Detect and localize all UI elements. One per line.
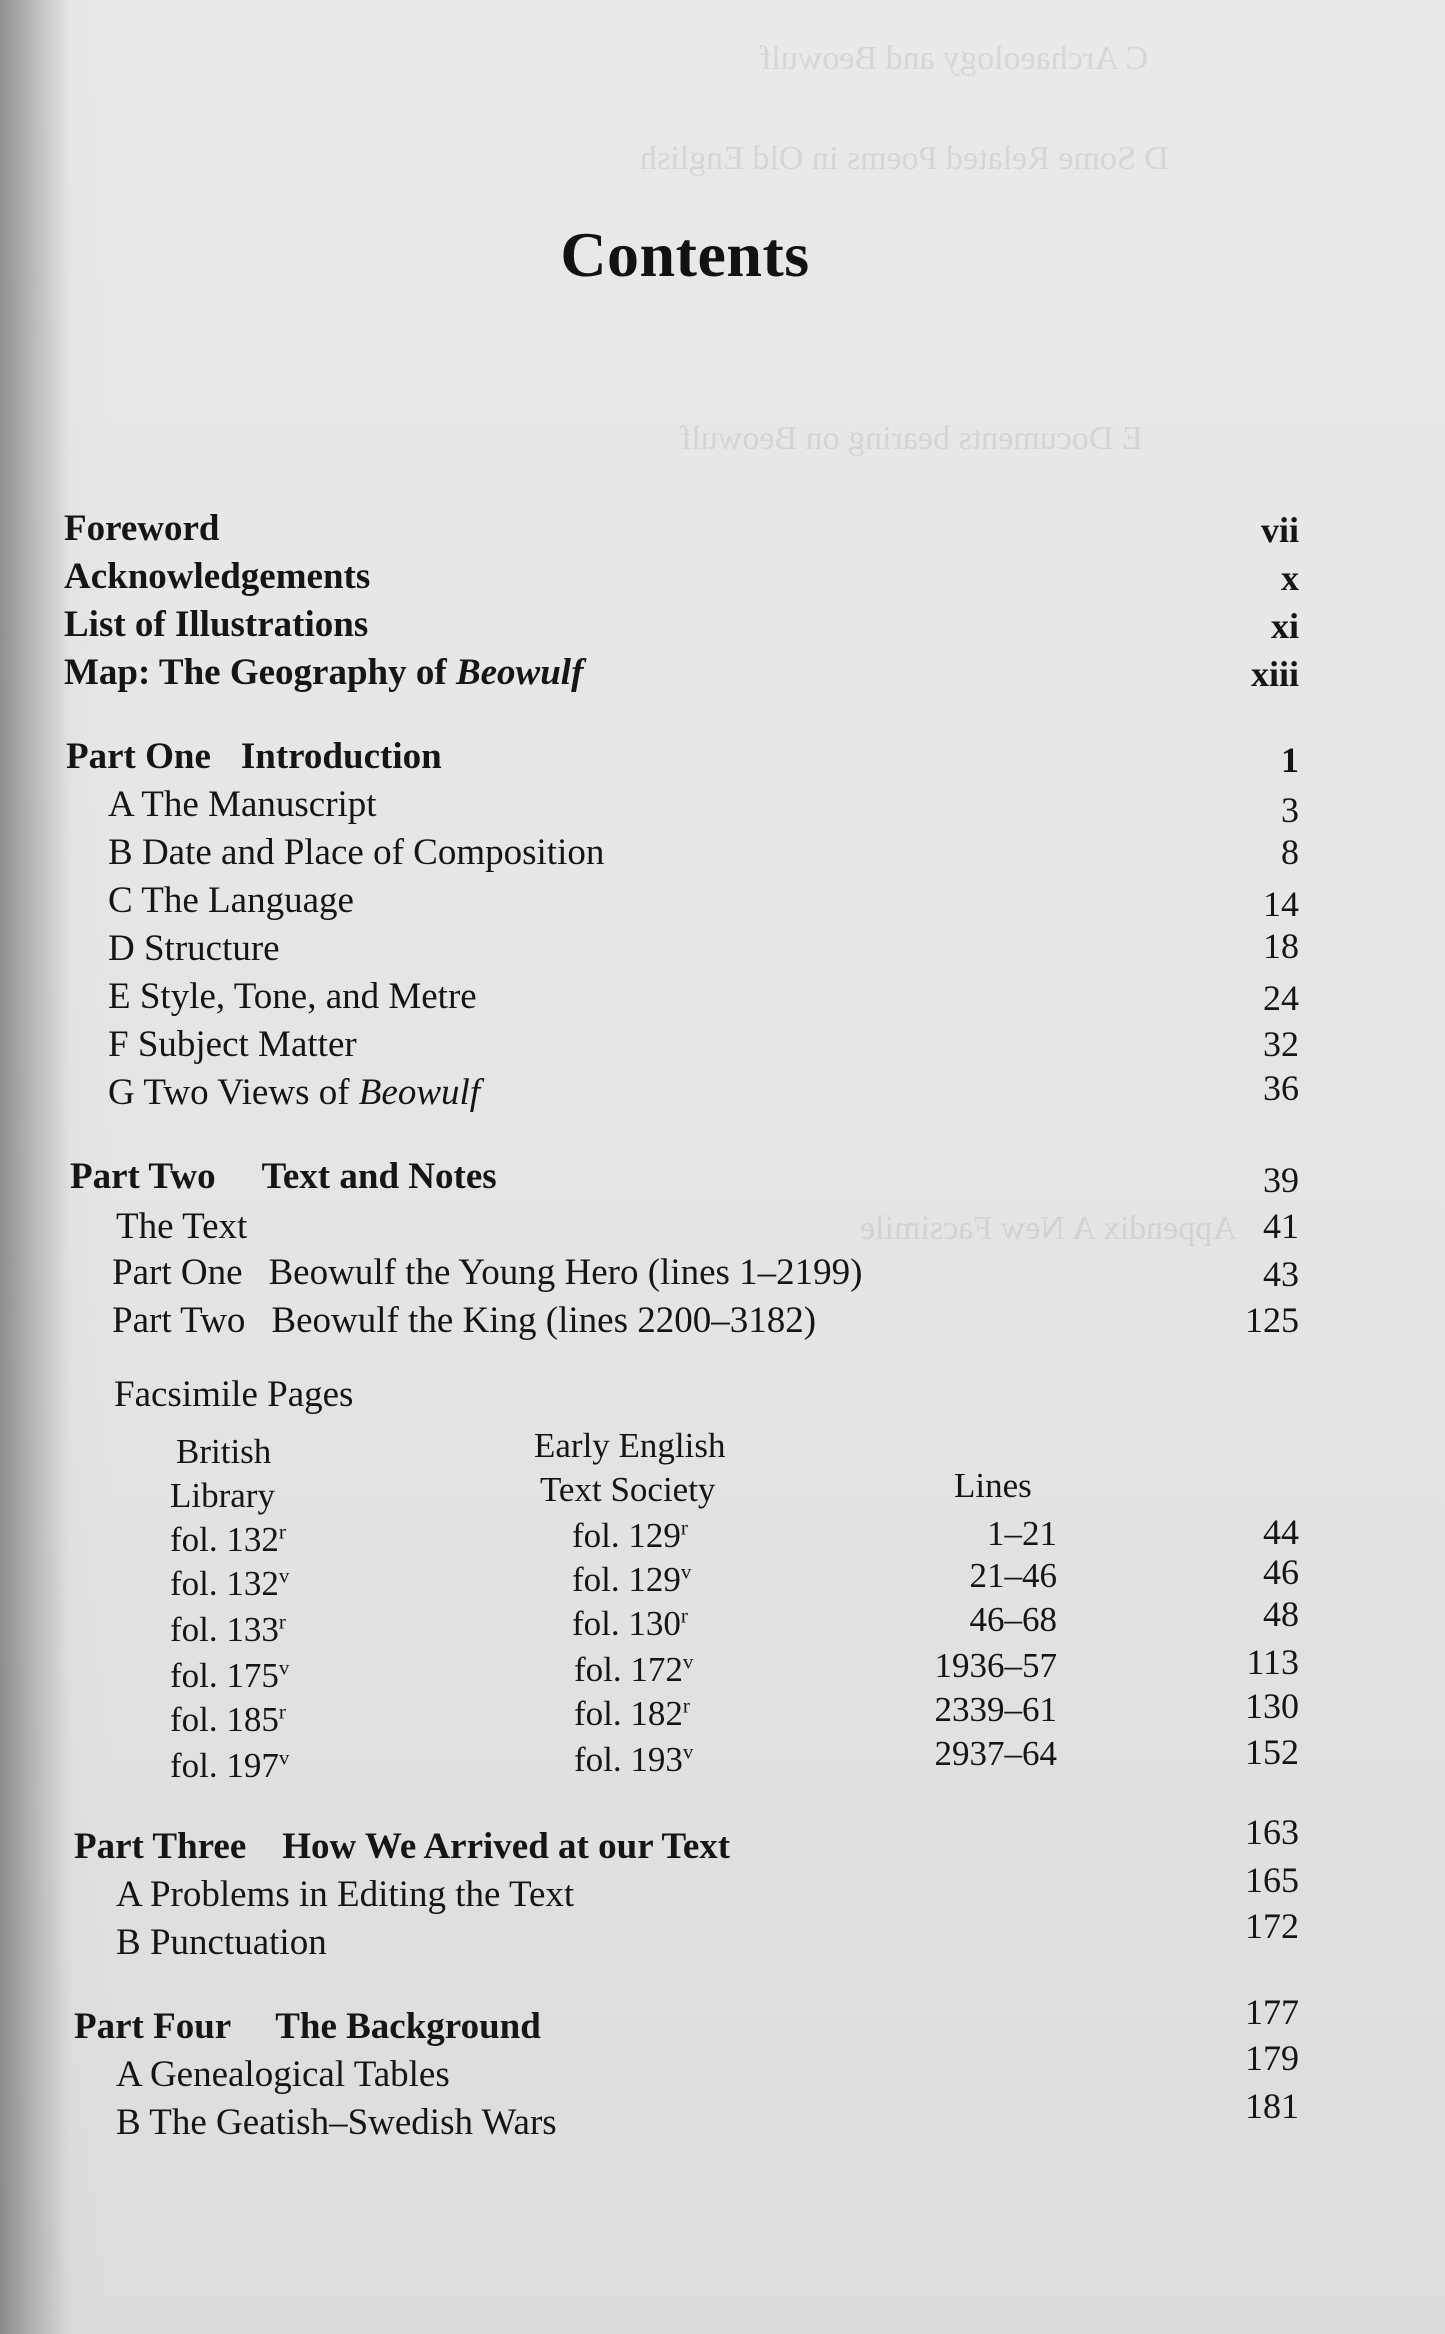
toc-page-number: 152	[1245, 1732, 1299, 1772]
table-header-bl: Library	[170, 1476, 275, 1515]
section-title: The Manuscript	[141, 784, 377, 825]
toc-page-number: 46	[1263, 1552, 1299, 1592]
sub-part-label: Part One	[112, 1252, 243, 1293]
table-cell-lines: 1936–57	[934, 1646, 1057, 1685]
section-title: Problems in Editing the Text	[149, 1874, 575, 1915]
toc-page-number: x	[1281, 558, 1299, 598]
toc-page-number: xi	[1270, 606, 1299, 646]
section-title: The Language	[141, 880, 354, 921]
table-header-eets: Early English	[534, 1426, 726, 1465]
section-title: Genealogical Tables	[149, 2054, 450, 2095]
sub-part-label: Part Two	[112, 1300, 246, 1341]
table-cell-lines: 2937–64	[934, 1734, 1057, 1773]
toc-page-number: 36	[1263, 1068, 1299, 1108]
bleed-through: E Documents bearing on Beowulf	[680, 420, 1143, 457]
table-cell-bl: fol. 175$^v$	[170, 1655, 290, 1695]
toc-page-number: 24	[1263, 978, 1299, 1018]
toc-entry	[112, 1254, 863, 1291]
part-title: How We Arrived at our Text	[282, 1826, 731, 1867]
table-cell-bl: fol. 133$^r$	[170, 1609, 286, 1649]
toc-page-number: 181	[1245, 2086, 1299, 2126]
toc-entry	[112, 1302, 816, 1339]
toc-entry	[108, 930, 280, 967]
part-four-heading	[74, 2008, 541, 2045]
part-title: Introduction	[240, 736, 442, 777]
toc-entry	[116, 2056, 450, 2093]
section-title: Punctuation	[149, 1922, 327, 1963]
toc-page-number: 32	[1263, 1024, 1299, 1064]
table-cell-bl: fol. 185$^r$	[170, 1699, 286, 1739]
toc-page-number: 113	[1246, 1642, 1299, 1682]
section-letter: G	[108, 1072, 135, 1113]
section-title: The Geatish–Swedish Wars	[149, 2102, 557, 2143]
toc-entry	[108, 978, 477, 1015]
toc-entry	[108, 1026, 357, 1063]
part-one-heading	[66, 738, 442, 775]
section-letter: F	[108, 1024, 129, 1065]
table-cell-bl: fol. 132$^r$	[170, 1519, 286, 1559]
part-label: Part Two	[70, 1156, 216, 1197]
toc-entry	[108, 786, 377, 823]
toc-page-number: 172	[1245, 1906, 1299, 1946]
section-title: Structure	[143, 928, 280, 969]
toc-entry	[116, 1876, 574, 1913]
section-letter: A	[108, 784, 133, 825]
toc-entry	[116, 1924, 327, 1961]
section-letter: B	[116, 1922, 141, 1963]
table-cell-lines: 21–46	[969, 1556, 1057, 1595]
bleed-through: D Some Related Poems in Old English	[640, 140, 1169, 177]
part-two-heading	[70, 1158, 497, 1195]
table-cell-eets: fol. 193$^v$	[574, 1739, 694, 1779]
table-cell-lines: 1–21	[987, 1514, 1057, 1553]
section-letter: D	[108, 928, 135, 969]
part-label: Part Four	[74, 2006, 232, 2047]
toc-page-number: 8	[1281, 832, 1299, 872]
toc-entry-the-text: The Text	[116, 1206, 248, 1247]
toc-entry-map	[64, 654, 583, 691]
table-cell-eets: fol. 129$^v$	[572, 1559, 692, 1599]
toc-page-number: vii	[1260, 510, 1299, 550]
toc-page-number: 130	[1245, 1686, 1299, 1726]
section-letter: B	[108, 832, 133, 873]
toc-entry-map-label: Map: The Geography of	[64, 652, 456, 693]
section-title: Subject Matter	[137, 1024, 357, 1065]
bleed-through: Appendix A New Facsimile	[860, 1210, 1237, 1247]
table-cell-bl: fol. 132$^v$	[170, 1563, 290, 1603]
bleed-through: C Archaeology and Beowulf	[760, 40, 1149, 77]
sub-part-title: Beowulf the King (lines 2200–3182)	[271, 1300, 817, 1341]
section-letter: A	[116, 2054, 141, 2095]
table-cell-eets: fol. 129$^r$	[572, 1515, 688, 1555]
toc-page-number: 179	[1245, 2038, 1299, 2078]
toc-entry	[108, 834, 604, 871]
facsimile-title: Facsimile Pages	[114, 1374, 354, 1415]
toc-page-number: 3	[1281, 790, 1299, 830]
part-title: Text and Notes	[261, 1156, 497, 1197]
toc-page-number: 48	[1263, 1594, 1299, 1634]
toc-page-number: 163	[1245, 1812, 1299, 1852]
section-title-italic: Beowulf	[358, 1072, 481, 1113]
toc-page-number: 177	[1245, 1992, 1299, 2032]
section-letter: C	[108, 880, 133, 921]
toc-page-number: 125	[1245, 1300, 1299, 1340]
toc-entry	[108, 1074, 480, 1111]
toc-page-number: xiii	[1250, 654, 1299, 694]
part-title: The Background	[275, 2006, 541, 2047]
toc-page-number: 1	[1281, 740, 1299, 780]
toc-entry-list-of-illustrations: List of Illustrations	[64, 604, 369, 645]
toc-entry-acknowledgements: Acknowledgements	[64, 556, 371, 597]
table-header-lines: Lines	[954, 1466, 1032, 1505]
table-cell-lines: 46–68	[969, 1600, 1057, 1639]
toc-page-number: 18	[1263, 926, 1299, 966]
section-letter: E	[108, 976, 131, 1017]
toc-entry	[116, 2104, 557, 2141]
toc-page-number: 41	[1263, 1206, 1299, 1246]
section-title: Two Views of	[143, 1072, 359, 1113]
table-cell-lines: 2339–61	[934, 1690, 1057, 1729]
table-cell-eets: fol. 172$^v$	[574, 1649, 694, 1689]
toc-page-number: 14	[1263, 884, 1299, 924]
part-label: Part One	[66, 736, 211, 777]
toc-entry	[108, 882, 354, 919]
table-cell-bl: fol. 197$^v$	[170, 1745, 290, 1785]
sub-part-title: Beowulf the Young Hero (lines 1–2199)	[268, 1252, 863, 1293]
section-title: Date and Place of Composition	[141, 832, 605, 873]
toc-page-number: 165	[1245, 1860, 1299, 1900]
toc-page-number: 43	[1263, 1254, 1299, 1294]
table-cell-eets: fol. 182$^r$	[574, 1693, 690, 1733]
toc-page-number: 44	[1263, 1512, 1299, 1552]
toc-page-number: 39	[1263, 1160, 1299, 1200]
section-letter: B	[116, 2102, 141, 2143]
page-title: Contents	[560, 219, 810, 290]
table-cell-eets: fol. 130$^r$	[572, 1603, 688, 1643]
part-label: Part Three	[74, 1826, 247, 1867]
toc-entry-foreword: Foreword	[64, 508, 220, 549]
toc-entry-map-italic: Beowulf	[455, 652, 584, 693]
table-header-eets: Text Society	[540, 1470, 716, 1509]
table-header-bl: British	[176, 1432, 272, 1471]
section-letter: A	[116, 1874, 141, 1915]
section-title: Style, Tone, and Metre	[139, 976, 477, 1017]
part-three-heading	[74, 1828, 730, 1865]
